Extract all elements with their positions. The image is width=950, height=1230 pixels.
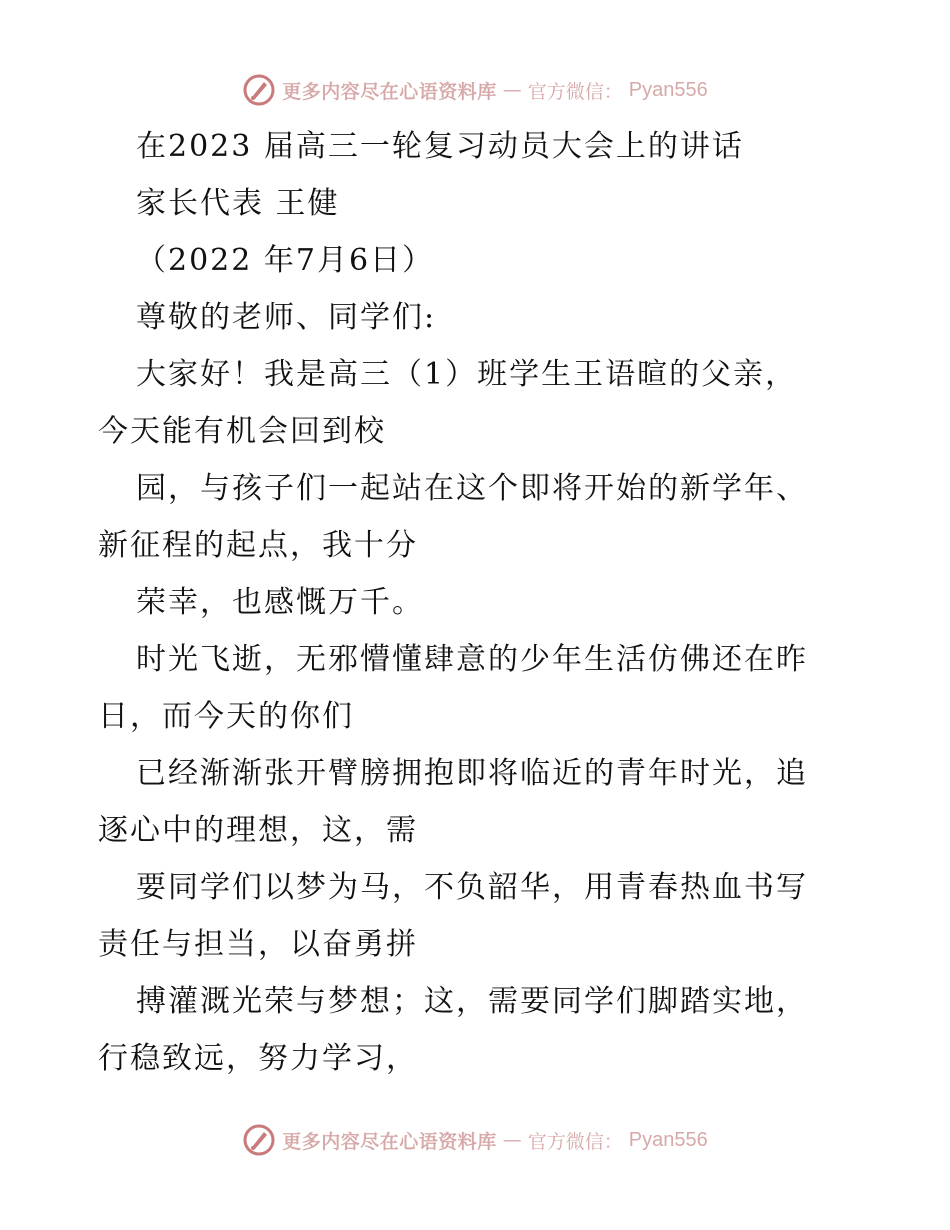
paragraph-line: 搏灌溉光荣与梦想；这，需要同学们脚踏实地， [136, 984, 808, 1019]
paragraph-line: 已经渐渐张开臂膀拥抱即将临近的青年时光，追 [136, 756, 808, 791]
banner-wechat-label: 官方微信： [527, 80, 623, 103]
paragraph-line: 荣幸，也感慨万千。 [136, 585, 424, 620]
document-body [98, 118, 898, 1087]
paragraph-line: 逐心中的理想，这，需 [98, 813, 418, 848]
date-line: （2022 年7月6日） [136, 243, 435, 278]
doc-title: 在2023 届高三一轮复习动员大会上的讲话 [136, 129, 744, 164]
paragraph-line: 时光飞逝，无邪懵懂肆意的少年生活仿佛还在昨 [136, 642, 808, 677]
footer-banner [0, 1120, 950, 1160]
paragraph-line: 行稳致远，努力学习， [98, 1041, 418, 1076]
header-banner [0, 70, 950, 110]
salutation: 尊敬的老师、同学们: [136, 300, 437, 335]
banner-dash: — [502, 79, 522, 101]
banner-text: 更多内容尽在心语资料库 [282, 80, 497, 103]
pen-circle-logo-icon [242, 1123, 276, 1157]
paragraph-line: 新征程的起点，我十分 [98, 528, 418, 563]
paragraph-line: 园，与孩子们一起站在这个即将开始的新学年、 [136, 471, 808, 506]
paragraph-line: 要同学们以梦为马，不负韶华，用青春热血书写 [136, 870, 808, 905]
paragraph-line: 今天能有机会回到校 [98, 414, 386, 449]
paragraph-line: 大家好！我是高三（1）班学生王语暄的父亲， [136, 357, 798, 392]
paragraph-line: 责任与担当，以奋勇拼 [98, 927, 418, 962]
speaker-line: 家长代表 王健 [136, 186, 340, 221]
banner-dash: — [502, 1129, 522, 1151]
banner-text: 更多内容尽在心语资料库 [282, 1130, 497, 1153]
banner-wechat-id: Pyan556 [628, 1128, 708, 1151]
banner-wechat-label: 官方微信： [527, 1130, 623, 1153]
banner-wechat-id: Pyan556 [628, 78, 708, 101]
pen-circle-logo-icon [242, 73, 276, 107]
paragraph-line: 日，而今天的你们 [98, 699, 354, 734]
